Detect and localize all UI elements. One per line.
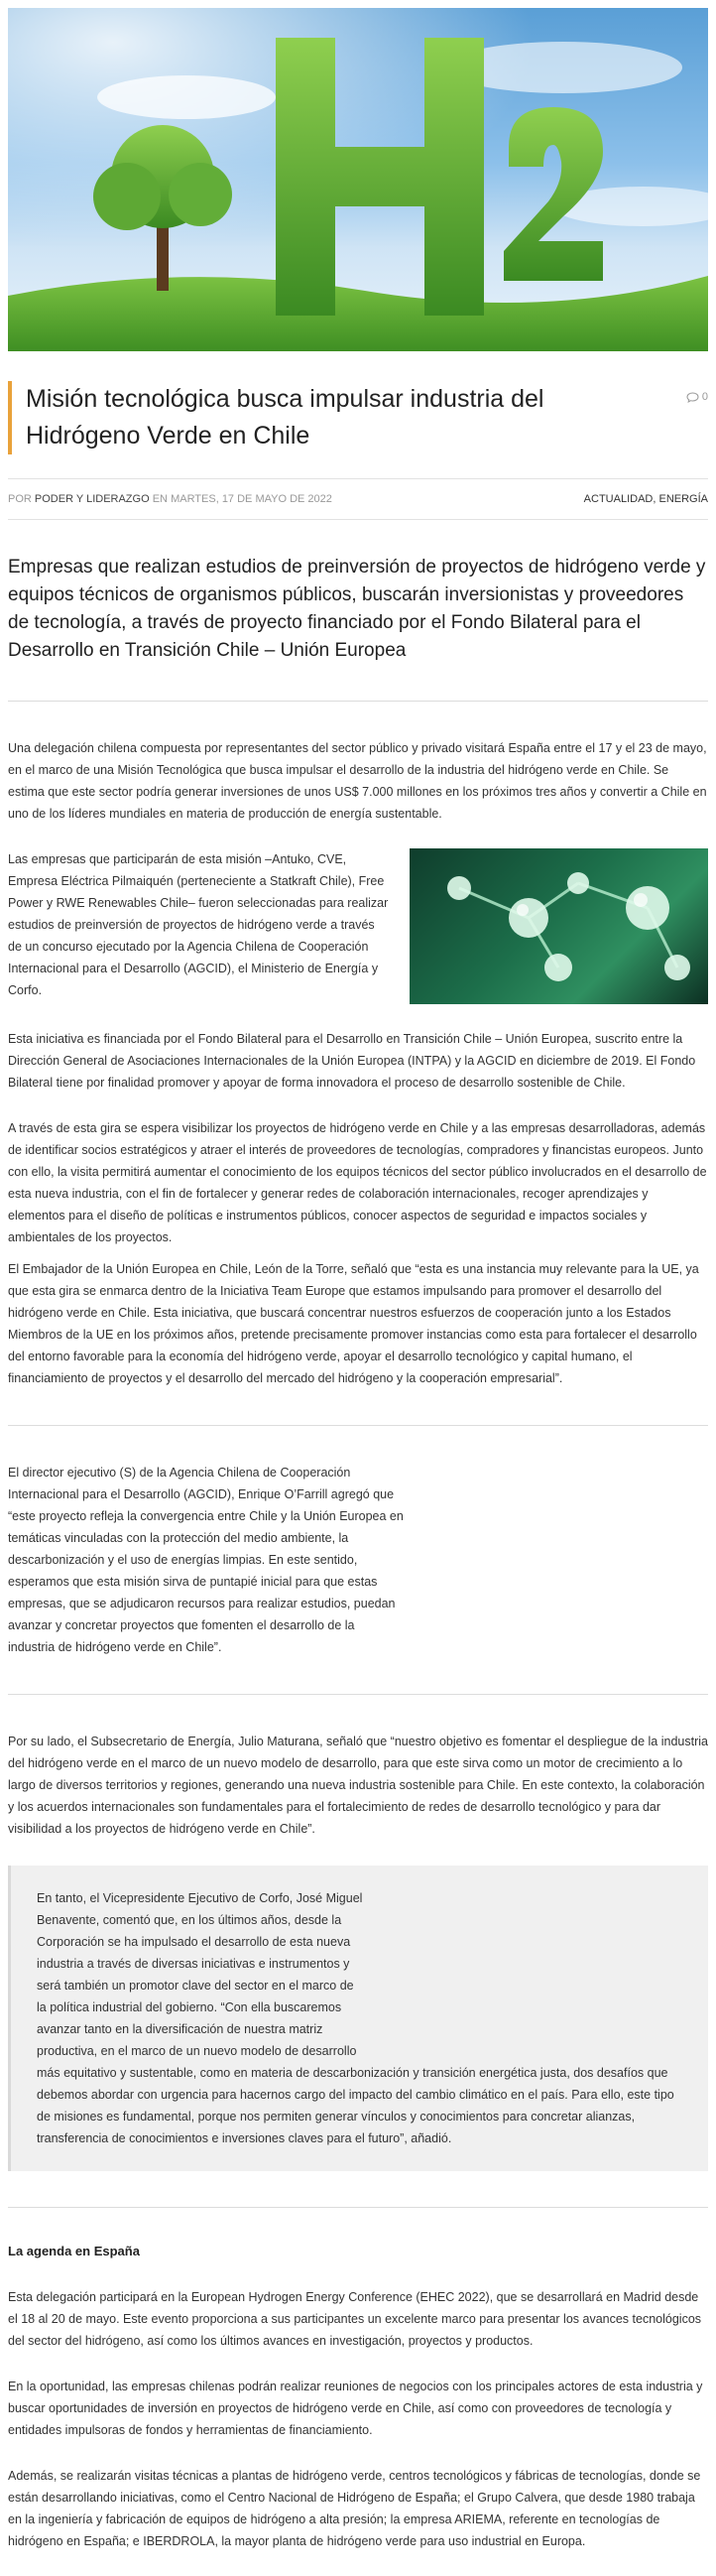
body-paragraph: El director ejecutivo (S) de la Agencia Chilena de Cooperación Internacional para el Desarrollo (AGCID), Enrique O’Farrill agregó que “este proyecto refleja la convergencia entre Chile y la Unión Europea en temáticas vinculadas con la protección del medio ambiente, la descarbonización y el uso de energías limpias. En este sentido, esperamos que esta misión sirva de puntapié inicial para que estas empresas, que se adjudicaron recursos para realizar estudios, puedan avanzar y concretar proyectos que fomenten el desarrollo de la industria de hidrógeno verde en Chile”. [8, 1466, 404, 1654]
section-heading: La agenda en España [8, 2244, 140, 2258]
quote-box [8, 1866, 708, 2171]
comment-count: 0 [701, 391, 708, 403]
categories [584, 493, 708, 505]
article-lead: Empresas que realizan estudios de preinversión de proyectos de hidrógeno verde y equipos técnicos de organismos públicos, buscarán inversionistas y proveedores de tecnología, a través de proyecto financiado por el Fondo Bilateral para el Desarrollo en Transición Chile – Unión Europea [8, 557, 706, 661]
comment-icon [686, 392, 699, 403]
body-paragraph: Una delegación chilena compuesta por representantes del sector público y privado visitará España entre el 17 y el 23 de mayo, en el marco de una Misión Tecnológica que busca impulsar el desarrollo de la industria del hidrógeno verde en Chile. Se estima que este sector podría generar inversiones de unos US$ 7.000 millones en los próximos tres años y convertir a Chile en uno de los líderes mundiales en materia de producción de energía sustentable. [8, 741, 707, 821]
body-paragraph: Además, se realizarán visitas técnicas a plantas de hidrógeno verde, centros tecnológicos y fábricas de tecnologías, donde se están desarrollando iniciativas, como el Centro Nacional de Hidrógeno de España; el Grupo Calvera, que desde 1980 trabaja en la ingeniería y fabricación de equipos de hidrógeno a alta presión; la empresa ARIEMA, referente en tecnologías de hidrógeno en España; e IBERDROLA, la mayor planta de hidrógeno verde para uso industrial en Europa. [8, 2469, 701, 2548]
body-paragraph: Esta delegación participará en la European Hydrogen Energy Conference (EHEC 2022), que se desarrollará en Madrid desde el 18 al 20 de mayo. Este evento proporciona a sus participantes un excelente marco para presentar los avances tecnológicos del sector del hidrógeno, así como los últimos avances en investigación, proyectos y productos. [8, 2290, 702, 2348]
body-paragraph: Por su lado, el Subsecretario de Energía, Julio Maturana, señaló que “nuestro objetivo es fomentar el despliegue de la industria del hidrógeno verde en el marco de un nuevo modelo de desarrollo, para que este sirva como un motor de crecimiento a lo largo de diversos territorios y regiones, generando una nueva industria sostenible para Chile. En este contexto, la colaboración y los acuerdos internacionales son fundamentales para el fortalecimiento de redes de desarrollo tecnológico y para dar visibilidad a los proyectos de hidrógeno verde en Chile”. [8, 1735, 708, 1836]
article-meta [8, 478, 708, 520]
divider [8, 701, 708, 702]
hero-image [8, 8, 708, 351]
body-paragraph: Esta iniciativa es financiada por el Fondo Bilateral para el Desarrollo en Transición Chile – Unión Europea, suscrito entre la Dirección General de Asociaciones Internacionales de la Unión Europea (INTPA) y la AGCID en diciembre de 2019. El Fondo Bilateral tiene por finalidad promover y apoyar de forma innovadora el proceso de desarrollo sostenible de Chile. [8, 1032, 696, 1090]
author-link[interactable]: PODER Y LIDERAZGO [34, 493, 150, 505]
paragraph-with-image [8, 848, 708, 1004]
title-row [8, 381, 708, 454]
body-paragraph: El Embajador de la Unión Europea en Chile, León de la Torre, señaló que “esta es una instancia muy relevante para la UE, ya que esta gira se enmarca dentro de la Iniciativa Team Europe que estamos impulsando para promover el desarrollo del hidrógeno verde en Chile. Esta iniciativa, que buscará concentrar nuestros esfuerzos de cooperación junto a los Estados Miembros de la UE en los próximos años, pretende precisamente promover instancias como esta para fortalecer el desarrollo del entorno favorable para la economía del hidrógeno verde, apoyar el desarrollo tecnológico y capital humano, el financiamiento de proyectos y el desarrollo del mercado del hidrógeno y la cooperación empresarial”. [8, 1262, 699, 1385]
article-title: Misión tecnológica busca impulsar industria del Hidrógeno Verde en Chile [8, 381, 603, 454]
byline-en: EN [152, 493, 168, 505]
article-container [0, 8, 716, 2552]
body-paragraph: En la oportunidad, las empresas chilenas podrán realizar reuniones de negocios con los principales actores de esta industria y buscar oportunidades de inversión en proyectos de hidrógeno verde en Chile, así como con proveedores de tecnología y entidades impulsoras de fondos y herramientas de financiamiento. [8, 2380, 703, 2437]
body-paragraph: Las empresas que participarán de esta misión –Antuko, CVE, Empresa Eléctrica Pilmaiquén (perteneciente a Statkraft Chile), Free Power y RWE Renewables Chile– fueron seleccionadas para realizar estudios de preinversión de proyectos de hidrógeno verde a través de un concurso ejecutado por la Agencia Chilena de Cooperación Internacional para el Desarrollo (AGCID), el Ministerio de Energía y Corfo. [8, 852, 389, 997]
divider [8, 1694, 708, 1695]
hydrogen-molecule-image [410, 848, 708, 1004]
category-actualidad[interactable]: ACTUALIDAD [583, 493, 654, 505]
publish-date: MARTES, 17 DE MAYO DE 2022 [171, 493, 332, 505]
body-paragraph: A través de esta gira se espera visibilizar los proyectos de hidrógeno verde en Chile y a las empresas desarrolladoras, además de identificar socios estratégicos y atraer el interés de proveedores de tecnologías, compradores y financistas europeos. Junto con ello, la visita permitirá aumentar el conocimiento de los equipos técnicos del sector público involucrados en el desarrollo de esta nueva industria, con el fin de fortalecer y generar redes de colaboración internacionales, recoger aprendizajes y elementos para el diseño de políticas e instrumentos públicos, conocer aspectos de seguridad e impactos sociales y ambientales de los proyectos. [8, 1121, 707, 1244]
category-separator: , [653, 493, 659, 505]
category-energia[interactable]: ENERGÍA [658, 493, 708, 505]
divider [8, 2207, 708, 2208]
byline-por: POR [8, 493, 32, 505]
byline [8, 493, 332, 505]
quote-text-start: En tanto, el Vicepresidente Ejecutivo de Corfo, José Miguel Benavente, comentó que, en los últimos años, desde la Corporación se ha impulsado el desarrollo de esta nueva industria a través de diversas iniciativas e instrumentos y será también un promotor clave del sector en el marco de la política industrial del gobierno. “Con ella buscaremos avanzar tanto en la diversificación de nuestra matriz productiva, en el marco de un nuevo modelo de desarrollo [37, 1891, 363, 2058]
comments-link[interactable] [686, 391, 708, 403]
divider [8, 1425, 708, 1426]
h2-grass-illustration [8, 8, 708, 351]
quote-text-end: más equitativo y sustentable, como en materia de descarbonización y transición energética justa, dos desafíos que debemos abordar con urgencia para hacernos cargo del impacto del cambio climático en el país. Para ello, este tipo de misiones es fundamental, porque nos permiten generar vínculos y conocimientos para concretar alianzas, transferencia de conocimientos e inversiones claves para el futuro”, añadió. [37, 2066, 674, 2145]
